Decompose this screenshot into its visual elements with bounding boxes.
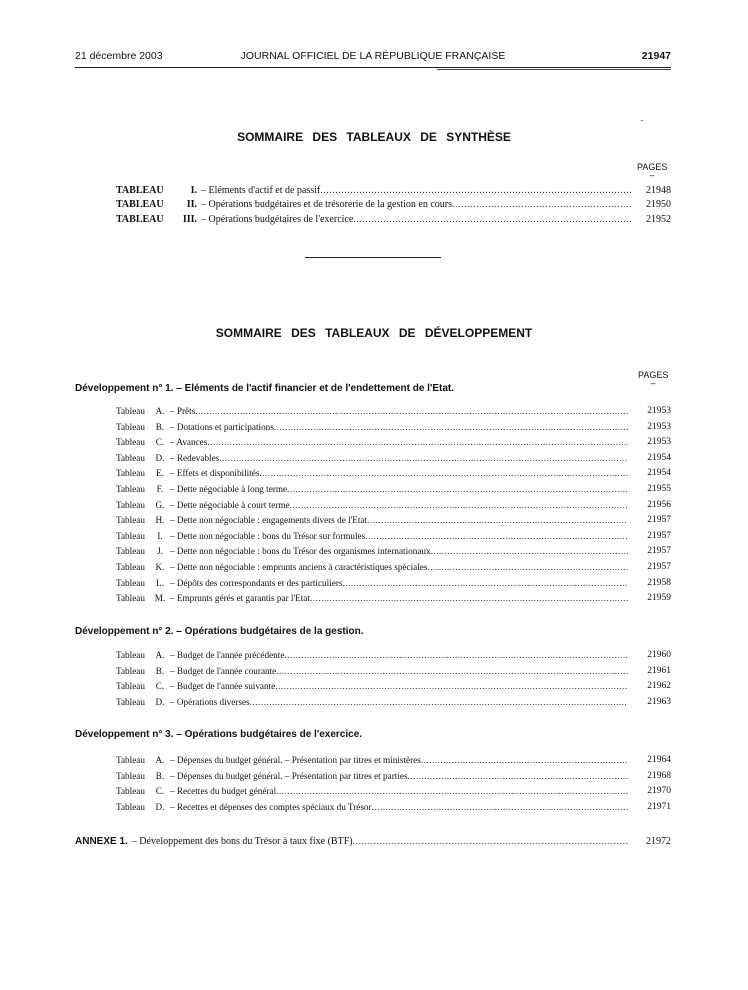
print-speck bbox=[641, 120, 643, 121]
developpement-entry[interactable] bbox=[0, 769, 748, 784]
entry-page: 21960 bbox=[647, 650, 671, 660]
synthese-entry[interactable] bbox=[0, 183, 748, 198]
developpement-heading: Développement n° 2. – Opérations budgétaires de la gestion. bbox=[75, 626, 364, 637]
header-page-number: 21947 bbox=[641, 50, 671, 62]
synthese-entry[interactable] bbox=[0, 197, 748, 212]
entry-page: 21961 bbox=[647, 665, 671, 676]
developpement-entry[interactable] bbox=[0, 664, 748, 679]
entry-page: 21955 bbox=[647, 484, 671, 494]
entry-letter: A. bbox=[155, 650, 165, 660]
header-journal-title: JOURNAL OFFICIEL DE LA RÉPUBLIQUE FRANÇAISE bbox=[240, 50, 506, 62]
developpement-entry[interactable] bbox=[0, 451, 748, 466]
entry-letter: B. bbox=[155, 421, 165, 432]
developpement-entry[interactable] bbox=[0, 753, 748, 768]
entry-text: – Dotations et participations bbox=[170, 421, 274, 432]
pages-dash: – bbox=[649, 170, 655, 180]
entry-word: Tableau bbox=[116, 665, 145, 676]
synthese-title: SOMMAIRE DES TABLEAUX DE SYNTHÈSE bbox=[237, 130, 511, 144]
annexe-entry[interactable] bbox=[0, 834, 748, 849]
entry-text: – Dette négociable à court terme bbox=[170, 499, 290, 510]
entry-text: – Budget de l'année courante bbox=[170, 665, 277, 676]
leader-dots bbox=[353, 212, 632, 227]
entry-letter: K. bbox=[155, 562, 165, 572]
leader-dots bbox=[276, 784, 628, 799]
developpement-entry[interactable] bbox=[0, 513, 748, 528]
entry-text: – Opérations budgétaires et de trésorerie de la gestion en cours bbox=[201, 199, 453, 210]
developpement-entry[interactable] bbox=[0, 591, 748, 606]
entry-text: – Dépenses du budget général. – Présentation par titres et parties bbox=[170, 770, 408, 781]
leader-dots bbox=[274, 420, 628, 435]
entry-page: 21957 bbox=[647, 530, 671, 541]
entry-word: TABLEAU bbox=[116, 199, 164, 210]
entry-letter: D. bbox=[155, 452, 165, 463]
entry-text: – Dette non négociable : engagements divers de l'Etat bbox=[170, 515, 368, 526]
entry-word: Tableau bbox=[116, 499, 145, 510]
entry-page: 21971 bbox=[647, 801, 671, 812]
entry-letter: J. bbox=[157, 546, 163, 557]
entry-text: – Opérations diverses bbox=[170, 696, 250, 707]
entry-word: Tableau bbox=[116, 786, 145, 797]
entry-page: 21970 bbox=[647, 786, 671, 797]
entry-word: TABLEAU bbox=[116, 214, 164, 225]
entry-text: – Opérations budgétaires de l'exercice bbox=[201, 214, 354, 225]
leader-dots bbox=[408, 769, 628, 784]
entry-text: – Dépenses du budget général. – Présentation par titres et ministères bbox=[170, 755, 421, 765]
entry-page: 21957 bbox=[647, 546, 671, 557]
developpement-entry[interactable] bbox=[0, 784, 748, 799]
entry-page: 21953 bbox=[647, 437, 671, 448]
entry-word: Tableau bbox=[116, 650, 145, 660]
entry-text: – Recettes et dépenses des comptes spéciaux du Trésor bbox=[170, 801, 372, 812]
developpement-entry[interactable] bbox=[0, 800, 748, 815]
leader-dots bbox=[310, 591, 628, 606]
developpement-title: SOMMAIRE DES TABLEAUX DE DÉVELOPPEMENT bbox=[215, 326, 533, 340]
entry-text: – Recettes du budget général bbox=[170, 786, 277, 797]
entry-word: Tableau bbox=[116, 577, 145, 588]
entry-text: – Dette non négociable : bons du Trésor des organismes internationaux bbox=[170, 546, 431, 557]
developpement-entry[interactable] bbox=[0, 498, 748, 513]
entry-letter: G. bbox=[155, 499, 165, 510]
entry-text: – Redevables bbox=[170, 452, 220, 463]
developpement-pages-header bbox=[638, 370, 668, 386]
entry-letter: C. bbox=[155, 681, 165, 692]
developpement-entry[interactable] bbox=[0, 466, 748, 481]
entry-page: 21968 bbox=[647, 770, 671, 781]
leader-dots bbox=[284, 648, 628, 663]
synthese-pages-header bbox=[637, 162, 667, 178]
entry-letter: M. bbox=[154, 593, 166, 604]
entry-word: TABLEAU bbox=[116, 185, 164, 196]
entry-letter: D. bbox=[155, 801, 165, 812]
entry-word: Tableau bbox=[116, 406, 145, 416]
entry-text: – Dette non négociable : emprunts anciens à caractéristiques spéciales bbox=[170, 562, 428, 572]
entry-word: Tableau bbox=[116, 770, 145, 781]
entry-word: Tableau bbox=[116, 530, 145, 541]
entry-letter: A. bbox=[155, 406, 165, 416]
leader-dots bbox=[276, 664, 628, 679]
running-header bbox=[75, 50, 671, 64]
entry-page: 21963 bbox=[647, 696, 671, 707]
entry-page: 21954 bbox=[647, 468, 671, 479]
developpement-entry[interactable] bbox=[0, 648, 748, 663]
leader-dots bbox=[250, 695, 628, 710]
section-divider bbox=[305, 257, 441, 258]
entry-text: – Prêts bbox=[170, 406, 196, 416]
developpement-entry[interactable] bbox=[0, 435, 748, 450]
entry-page: 21957 bbox=[647, 515, 671, 526]
entry-text: – Eléments d'actif et de passif bbox=[201, 185, 321, 196]
entry-word: Tableau bbox=[116, 546, 145, 557]
entry-word: Tableau bbox=[116, 515, 145, 526]
developpement-entry[interactable] bbox=[0, 482, 748, 497]
leader-dots bbox=[219, 451, 628, 466]
developpement-heading: Développement n° 3. – Opérations budgétaires de l'exercice. bbox=[75, 729, 363, 740]
entry-page: 21959 bbox=[647, 593, 671, 604]
leader-dots bbox=[275, 679, 628, 694]
entry-page: 21954 bbox=[647, 452, 671, 463]
leader-dots bbox=[353, 834, 628, 849]
leader-dots bbox=[365, 529, 628, 544]
entry-word: Tableau bbox=[116, 696, 145, 707]
entry-letter: H. bbox=[155, 515, 165, 526]
annexe-key: ANNEXE 1. bbox=[75, 836, 128, 847]
entry-text: – Dépôts des correspondants et des particuliers bbox=[170, 577, 343, 588]
developpement-entry[interactable] bbox=[0, 544, 748, 559]
entry-page: 21948 bbox=[646, 185, 671, 196]
entry-page: 21957 bbox=[647, 562, 671, 572]
entry-letter: C. bbox=[155, 437, 165, 448]
entry-word: Tableau bbox=[116, 562, 145, 572]
leader-dots bbox=[452, 197, 632, 212]
entry-word: Tableau bbox=[116, 421, 145, 432]
entry-text: – Dette négociable à long terme bbox=[170, 484, 288, 494]
entry-word: Tableau bbox=[116, 468, 145, 479]
entry-word: Tableau bbox=[116, 484, 145, 494]
entry-letter: I. bbox=[157, 530, 163, 541]
leader-dots bbox=[259, 466, 628, 481]
entry-letter: F. bbox=[156, 484, 164, 494]
leader-dots bbox=[431, 544, 628, 559]
entry-letter: B. bbox=[155, 665, 165, 676]
leader-dots bbox=[342, 576, 628, 591]
entry-text: – Emprunts gérés et garantis par l'Etat bbox=[170, 593, 310, 604]
annexe-page: 21972 bbox=[646, 836, 671, 847]
developpement-entry[interactable] bbox=[0, 679, 748, 694]
developpement-entry[interactable] bbox=[0, 695, 748, 710]
leader-dots bbox=[367, 513, 628, 528]
developpement-entry[interactable] bbox=[0, 560, 748, 575]
entry-letter: B. bbox=[155, 770, 165, 781]
leader-dots bbox=[421, 753, 628, 768]
entry-page: 21953 bbox=[647, 421, 671, 432]
developpement-entry[interactable] bbox=[0, 404, 748, 419]
entry-page: 21964 bbox=[647, 755, 671, 765]
entry-word: Tableau bbox=[116, 755, 145, 765]
entry-number: II. bbox=[186, 199, 197, 210]
leader-dots bbox=[320, 183, 632, 198]
developpement-entry[interactable] bbox=[0, 420, 748, 435]
synthese-entry[interactable] bbox=[0, 212, 748, 227]
entry-number: III. bbox=[182, 214, 197, 225]
entry-text: – Budget de l'année précédente bbox=[170, 650, 285, 660]
developpement-heading: Développement n° 1. – Eléments de l'actif financier et de l'endettement de l'Etat. bbox=[75, 383, 455, 394]
entry-page: 21962 bbox=[647, 681, 671, 692]
leader-dots bbox=[207, 435, 628, 450]
leader-dots bbox=[195, 404, 628, 419]
pages-dash: – bbox=[650, 378, 656, 388]
entry-word: Tableau bbox=[116, 593, 145, 604]
leader-dots bbox=[372, 800, 628, 815]
developpement-entry[interactable] bbox=[0, 529, 748, 544]
pages-label: PAGES bbox=[637, 162, 668, 172]
header-date: 21 décembre 2003 bbox=[75, 50, 163, 62]
header-rule-secondary bbox=[437, 69, 671, 70]
entry-page: 21950 bbox=[646, 199, 671, 210]
pages-label: PAGES bbox=[638, 370, 669, 380]
leader-dots bbox=[287, 482, 628, 497]
entry-page: 21958 bbox=[647, 577, 671, 588]
entry-letter: D. bbox=[155, 696, 165, 707]
entry-number: I. bbox=[190, 185, 197, 196]
entry-letter: L. bbox=[156, 577, 164, 588]
annexe-text: – Développement des bons du Trésor à taux fixe (BTF) bbox=[131, 836, 353, 847]
entry-text: – Effets et disponibilités bbox=[170, 468, 260, 479]
leader-dots bbox=[427, 560, 628, 575]
entry-letter: E. bbox=[156, 468, 164, 479]
entry-letter: C. bbox=[155, 786, 165, 797]
entry-text: – Avances bbox=[170, 437, 208, 448]
developpement-entry[interactable] bbox=[0, 576, 748, 591]
entry-page: 21956 bbox=[647, 499, 671, 510]
entry-letter: A. bbox=[155, 755, 165, 765]
entry-page: 21952 bbox=[646, 214, 671, 225]
leader-dots bbox=[290, 498, 628, 513]
entry-word: Tableau bbox=[116, 681, 145, 692]
header-rule bbox=[75, 67, 671, 68]
entry-page: 21953 bbox=[647, 406, 671, 416]
entry-word: Tableau bbox=[116, 801, 145, 812]
entry-text: – Dette non négociable : bons du Trésor sur formules bbox=[170, 530, 366, 541]
entry-text: – Budget de l'année suivante bbox=[170, 681, 276, 692]
entry-word: Tableau bbox=[116, 437, 145, 448]
entry-word: Tableau bbox=[116, 452, 145, 463]
